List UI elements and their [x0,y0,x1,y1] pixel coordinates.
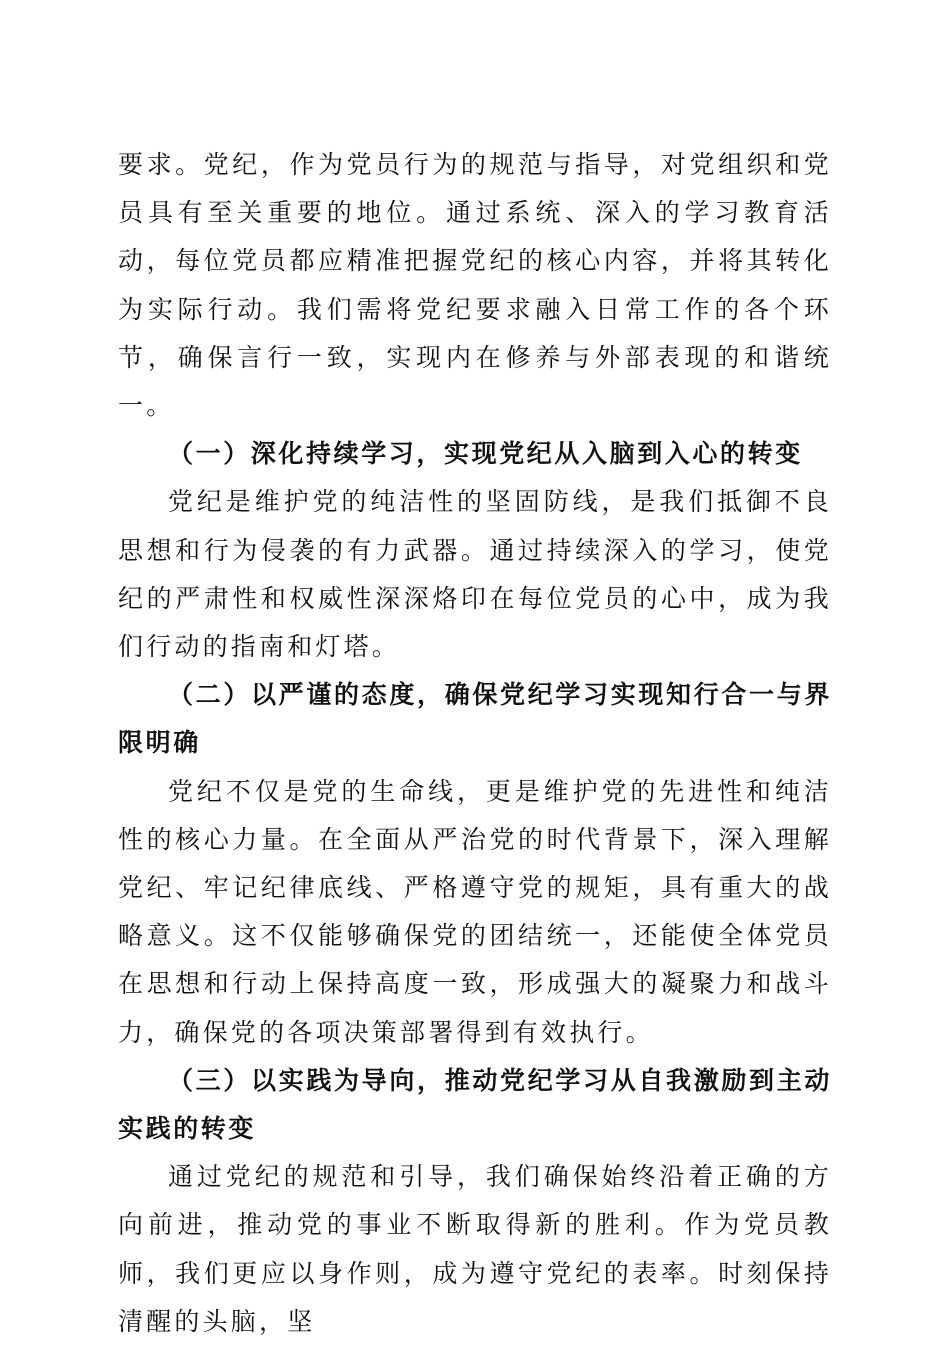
section-body-2: 党纪不仅是党的生命线，更是维护党的先进性和纯洁性的核心力量。在全面从严治党的时代背景下，深入理解党纪、牢记纪律底线、严格遵守党的规矩，具有重大的战略意义。这不仅能够确保党的团结统一，还能使全体党员在思想和行动上保持高度一致，形成强大的凝聚力和战斗力，确保党的各项决策部署得到有效执行。 [118,776,832,1047]
document-page [118,141,832,1346]
section-body-3: 通过党纪的规范和引导，我们确保始终沿着正确的方向前进，推动党的事业不断取得新的胜利。作为党员教师，我们更应以身作则，成为遵守党纪的表率。时刻保持清醒的头脑，坚 [118,1162,832,1336]
paragraph-opening: 要求。党纪，作为党员行为的规范与指导，对党组织和党员具有至关重要的地位。通过系统、深入的学习教育活动，每位党员都应精准把握党纪的核心内容，并将其转化为实际行动。我们需将党纪要求融入日常工作的各个环节，确保言行一致，实现内在修养与外部表现的和谐统一。 [118,150,832,421]
section-body-1: 党纪是维护党的纯洁性的坚固防线，是我们抵御不良思想和行为侵袭的有力武器。通过持续深入的学习，使党纪的严肃性和权威性深深烙印在每位党员的心中，成为我们行动的指南和灯塔。 [118,487,832,662]
section-heading-1: （一）深化持续学习，实现党纪从入脑到入心的转变 [168,439,803,469]
section-heading-2: （二）以严谨的态度，确保党纪学习实现知行合一与界限明确 [118,680,832,758]
section-heading-3: （三）以实践为导向，推动党纪学习从自我激励到主动实践的转变 [118,1065,832,1144]
